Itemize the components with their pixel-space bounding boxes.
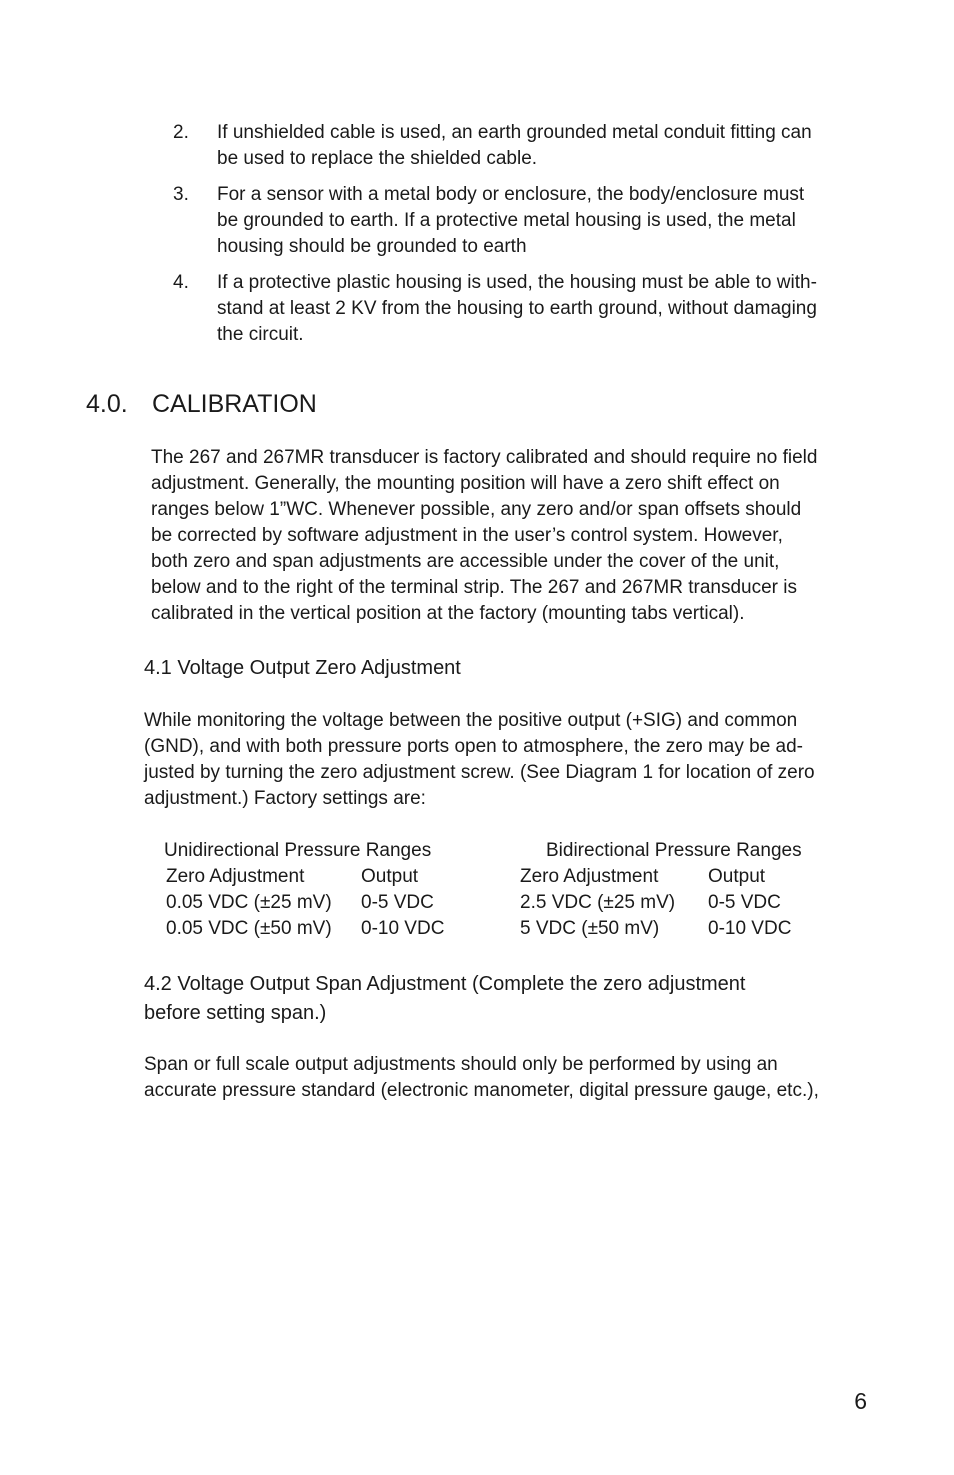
table-cell: 5 VDC (±50 mV) xyxy=(520,918,660,939)
text-line: adjustment.) Factory settings are: xyxy=(144,788,426,809)
text-line: housing should be grounded to earth xyxy=(217,236,527,257)
text-line: be used to replace the shielded cable. xyxy=(217,148,538,169)
text-line: For a sensor with a metal body or enclosure, the body/enclosure must xyxy=(217,184,805,205)
text-line: be corrected by software adjustment in the user’s control system. However, xyxy=(151,525,783,546)
calibration-paragraph xyxy=(151,445,817,627)
table-cell: 0-5 VDC xyxy=(361,892,434,913)
text-line: The 267 and 267MR transducer is factory calibrated and should require no field xyxy=(151,447,818,468)
list-item-2-text xyxy=(217,120,877,172)
subsection-heading-4-2 xyxy=(144,970,745,1028)
text-line: Span or full scale output adjustments should only be performed by using an xyxy=(144,1054,778,1075)
table-cell: 2.5 VDC (±25 mV) xyxy=(520,892,676,913)
span-adjustment-paragraph xyxy=(144,1052,819,1104)
text-line: both zero and span adjustments are accessible under the cover of the unit, xyxy=(151,551,780,572)
text-line: If unshielded cable is used, an earth grounded metal conduit fitting can xyxy=(217,122,812,143)
table-cell: 0-5 VDC xyxy=(708,892,781,913)
table-header-cell: Zero Adjustment xyxy=(520,866,659,887)
text-line: before setting span.) xyxy=(144,1002,327,1024)
list-item-2-number: 2. xyxy=(173,122,189,143)
text-line: ranges below 1”WC. Whenever possible, any zero and/or span offsets should xyxy=(151,499,802,520)
table-header-cell: Zero Adjustment xyxy=(166,866,305,887)
table-cell: 0.05 VDC (±25 mV) xyxy=(166,892,332,913)
list-item-3-number: 3. xyxy=(173,184,189,205)
page-number: 6 xyxy=(854,1388,867,1414)
table-header-cell: Output xyxy=(708,866,766,887)
section-title: CALIBRATION xyxy=(152,390,317,418)
table-cell: 0-10 VDC xyxy=(708,918,792,939)
table-cell: 0.05 VDC (±50 mV) xyxy=(166,918,332,939)
text-line: stand at least 2 KV from the housing to earth ground, without damaging xyxy=(217,298,817,319)
bidirectional-title: Bidirectional Pressure Ranges xyxy=(546,840,802,861)
text-line: accurate pressure standard (electronic manometer, digital pressure gauge, etc.), xyxy=(144,1080,819,1101)
text-line: (GND), and with both pressure ports open to atmosphere, the zero may be ad- xyxy=(144,736,803,757)
section-number: 4.0. xyxy=(86,390,128,418)
zero-adjustment-paragraph xyxy=(144,708,815,812)
table-cell: 0-10 VDC xyxy=(361,918,445,939)
list-item-4-number: 4. xyxy=(173,272,189,293)
section-heading xyxy=(86,388,317,420)
unidirectional-title: Unidirectional Pressure Ranges xyxy=(164,840,432,861)
text-line: below and to the right of the terminal strip. The 267 and 267MR transducer is xyxy=(151,577,798,598)
text-line: calibrated in the vertical position at the factory (mounting tabs vertical). xyxy=(151,603,745,624)
list-item-4-text xyxy=(217,270,877,348)
text-line: If a protective plastic housing is used, the housing must be able to with- xyxy=(217,272,817,293)
list-item-3-text xyxy=(217,182,877,260)
subsection-heading-4-1: 4.1 Voltage Output Zero Adjustment xyxy=(144,657,461,679)
text-line: the circuit. xyxy=(217,324,304,345)
text-line: be grounded to earth. If a protective metal housing is used, the metal xyxy=(217,210,796,231)
text-line: 4.2 Voltage Output Span Adjustment (Complete the zero adjustment xyxy=(144,973,746,995)
table-header-cell: Output xyxy=(361,866,419,887)
text-line: adjustment. Generally, the mounting position will have a zero shift effect on xyxy=(151,473,780,494)
text-line: While monitoring the voltage between the positive output (+SIG) and common xyxy=(144,710,798,731)
text-line: justed by turning the zero adjustment screw. (See Diagram 1 for location of zero xyxy=(144,762,815,783)
